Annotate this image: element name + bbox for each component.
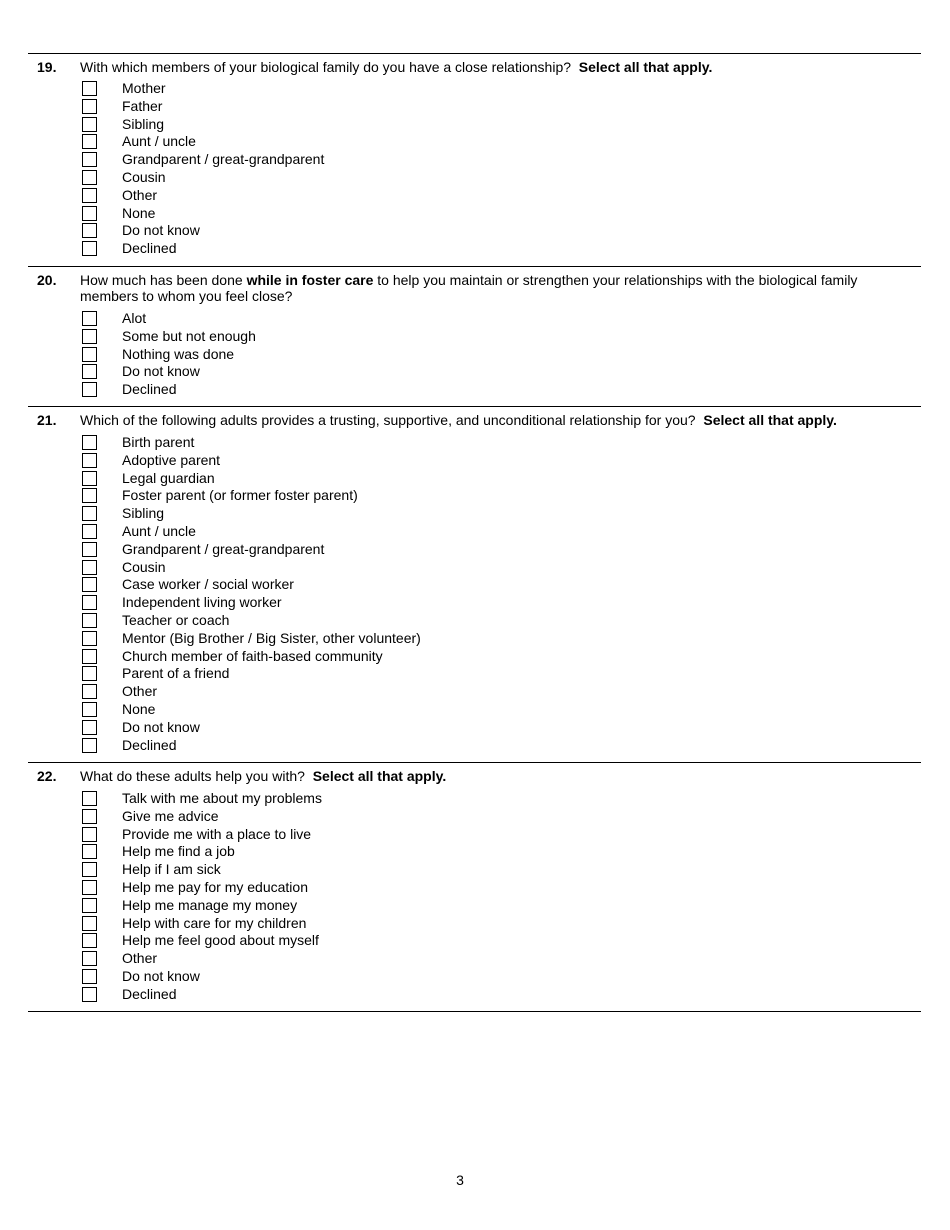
- option-label: None: [122, 700, 156, 717]
- option-label: Declined: [122, 985, 177, 1002]
- option-row[interactable]: [28, 151, 921, 169]
- option-label: Nothing was done: [122, 345, 235, 362]
- option-label: Mentor (Big Brother / Big Sister, other volunteer): [122, 629, 421, 646]
- option-label: Birth parent: [122, 434, 195, 450]
- checkbox[interactable]: [82, 631, 97, 646]
- option-row[interactable]: [28, 222, 921, 240]
- checkbox[interactable]: [82, 435, 97, 450]
- option-label: Case worker / social worker: [122, 576, 294, 593]
- option-label: Declined: [122, 240, 177, 257]
- option-row[interactable]: [28, 737, 921, 755]
- page-number: 3: [456, 1172, 464, 1188]
- option-label: Declined: [122, 736, 177, 753]
- question-number: 21.: [37, 412, 57, 428]
- checkbox[interactable]: [82, 649, 97, 664]
- checkbox[interactable]: [82, 152, 97, 167]
- option-label: Help me find a job: [122, 843, 235, 860]
- checkbox[interactable]: [82, 506, 97, 521]
- checkbox[interactable]: [82, 684, 97, 699]
- option-row[interactable]: [28, 879, 921, 897]
- option-label: Grandparent / great-grandparent: [122, 540, 325, 557]
- checkbox[interactable]: [82, 577, 97, 592]
- option-row[interactable]: [28, 790, 921, 808]
- option-row[interactable]: [28, 98, 921, 116]
- checkbox[interactable]: [82, 827, 97, 842]
- option-row[interactable]: [28, 986, 921, 1004]
- option-row[interactable]: [28, 808, 921, 826]
- option-row[interactable]: [28, 523, 921, 541]
- option-row[interactable]: [28, 240, 921, 258]
- question-19: [28, 53, 921, 257]
- checkbox[interactable]: [82, 595, 97, 610]
- checkbox[interactable]: [82, 560, 97, 575]
- checkbox[interactable]: [82, 613, 97, 628]
- option-label: Teacher or coach: [122, 611, 230, 628]
- checkbox[interactable]: [82, 117, 97, 132]
- checkbox[interactable]: [82, 99, 97, 114]
- checkbox[interactable]: [82, 347, 97, 362]
- option-row[interactable]: [28, 541, 921, 559]
- checkbox[interactable]: [82, 542, 97, 557]
- select-all-note: Select all that apply.: [578, 59, 713, 75]
- option-row[interactable]: [28, 648, 921, 666]
- option-row[interactable]: [28, 363, 921, 381]
- option-row[interactable]: [28, 559, 921, 577]
- option-label: Grandparent / great-grandparent: [122, 151, 325, 168]
- option-label: Cousin: [122, 558, 166, 575]
- question-22: [28, 762, 921, 1002]
- option-label: Help if I am sick: [122, 861, 221, 878]
- option-label: Alot: [122, 310, 147, 326]
- checkbox[interactable]: [82, 844, 97, 859]
- option-row[interactable]: [28, 205, 921, 223]
- option-row[interactable]: [28, 169, 921, 187]
- option-row[interactable]: [28, 346, 921, 364]
- question-text: Which of the following adults provides a trusting, supportive, and unconditional relationship for you? Select all that apply.: [80, 412, 837, 428]
- option-row[interactable]: [28, 932, 921, 950]
- option-label: Some but not enough: [122, 327, 256, 344]
- option-label: Legal guardian: [122, 469, 215, 486]
- checkbox[interactable]: [82, 488, 97, 503]
- option-label: Help me manage my money: [122, 896, 298, 913]
- option-label: Cousin: [122, 168, 166, 185]
- checkbox[interactable]: [82, 720, 97, 735]
- option-label: Mother: [122, 80, 166, 96]
- checkbox[interactable]: [82, 880, 97, 895]
- option-label: Aunt / uncle: [122, 522, 196, 539]
- question-20: [28, 266, 921, 398]
- question-number: 19.: [37, 59, 57, 75]
- option-label: Do not know: [122, 718, 200, 735]
- option-row[interactable]: [28, 630, 921, 648]
- checkbox[interactable]: [82, 471, 97, 486]
- checkbox[interactable]: [82, 188, 97, 203]
- option-label: Help me pay for my education: [122, 878, 308, 895]
- option-row[interactable]: [28, 470, 921, 488]
- option-label: Do not know: [122, 363, 200, 380]
- options-list: [28, 434, 921, 754]
- option-row[interactable]: [28, 968, 921, 986]
- option-row[interactable]: [28, 594, 921, 612]
- option-row[interactable]: [28, 187, 921, 205]
- option-label: Parent of a friend: [122, 665, 230, 682]
- option-label: Talk with me about my problems: [122, 790, 322, 806]
- option-row[interactable]: [28, 665, 921, 683]
- question-text: How much has been done while in foster care to help you maintain or strengthen your relationships with the biological family members to whom you feel close?: [80, 272, 858, 304]
- option-row[interactable]: [28, 80, 921, 98]
- option-label: Sibling: [122, 115, 165, 132]
- section-divider: [28, 1011, 921, 1012]
- checkbox[interactable]: [82, 364, 97, 379]
- checkbox[interactable]: [82, 987, 97, 1002]
- option-label: Church member of faith-based community: [122, 647, 383, 664]
- checkbox[interactable]: [82, 134, 97, 149]
- option-row[interactable]: [28, 719, 921, 737]
- checkbox[interactable]: [82, 738, 97, 753]
- option-row[interactable]: [28, 576, 921, 594]
- checkbox[interactable]: [82, 382, 97, 397]
- option-row[interactable]: [28, 843, 921, 861]
- option-row[interactable]: [28, 505, 921, 523]
- select-all-note: Select all that apply.: [312, 768, 447, 784]
- checkbox[interactable]: [82, 862, 97, 877]
- option-label: Do not know: [122, 967, 200, 984]
- question-text: With which members of your biological family do you have a close relationship? Select all that apply.: [80, 59, 713, 75]
- option-row[interactable]: [28, 612, 921, 630]
- option-row[interactable]: [28, 310, 921, 328]
- checkbox[interactable]: [82, 666, 97, 681]
- checkbox[interactable]: [82, 524, 97, 539]
- checkbox[interactable]: [82, 702, 97, 717]
- option-row[interactable]: [28, 826, 921, 844]
- checkbox[interactable]: [82, 329, 97, 344]
- option-label: Independent living worker: [122, 594, 282, 611]
- checkbox[interactable]: [82, 951, 97, 966]
- option-label: Do not know: [122, 222, 200, 239]
- option-label: Father: [122, 97, 163, 114]
- checkbox[interactable]: [82, 170, 97, 185]
- option-row[interactable]: [28, 381, 921, 399]
- checkbox[interactable]: [82, 206, 97, 221]
- option-label: Provide me with a place to live: [122, 825, 312, 842]
- options-list: [28, 80, 921, 258]
- checkbox[interactable]: [82, 223, 97, 238]
- option-row[interactable]: [28, 897, 921, 915]
- option-label: Give me advice: [122, 807, 219, 824]
- option-label: Sibling: [122, 505, 165, 522]
- checkbox[interactable]: [82, 791, 97, 806]
- option-label: Aunt / uncle: [122, 133, 196, 150]
- option-row[interactable]: [28, 487, 921, 505]
- option-label: Declined: [122, 381, 177, 398]
- option-row[interactable]: [28, 701, 921, 719]
- option-row[interactable]: [28, 328, 921, 346]
- option-row[interactable]: [28, 452, 921, 470]
- option-label: Other: [122, 950, 158, 967]
- option-label: Foster parent (or former foster parent): [122, 487, 358, 504]
- options-list: [28, 790, 921, 1004]
- checkbox[interactable]: [82, 453, 97, 468]
- question-21: [28, 406, 921, 753]
- checkbox[interactable]: [82, 311, 97, 326]
- question-text: What do these adults help you with? Select all that apply.: [80, 768, 447, 784]
- checkbox[interactable]: [82, 969, 97, 984]
- checkbox[interactable]: [82, 898, 97, 913]
- checkbox[interactable]: [82, 933, 97, 948]
- option-label: None: [122, 204, 156, 221]
- option-row[interactable]: [28, 861, 921, 879]
- checkbox[interactable]: [82, 241, 97, 256]
- option-label: Other: [122, 186, 158, 203]
- emphasis-text: while in foster care: [246, 272, 374, 288]
- question-number: 22.: [37, 768, 57, 784]
- checkbox[interactable]: [82, 81, 97, 96]
- options-list: [28, 310, 921, 399]
- option-label: Help me feel good about myself: [122, 932, 319, 949]
- option-label: Other: [122, 683, 158, 700]
- option-row[interactable]: [28, 133, 921, 151]
- checkbox[interactable]: [82, 916, 97, 931]
- option-label: Help with care for my children: [122, 914, 307, 931]
- option-row[interactable]: [28, 116, 921, 134]
- select-all-note: Select all that apply.: [703, 412, 837, 428]
- option-label: Adoptive parent: [122, 451, 221, 468]
- checkbox[interactable]: [82, 809, 97, 824]
- option-row[interactable]: [28, 683, 921, 701]
- option-row[interactable]: [28, 915, 921, 933]
- question-number: 20.: [37, 272, 57, 288]
- option-row[interactable]: [28, 434, 921, 452]
- option-row[interactable]: [28, 950, 921, 968]
